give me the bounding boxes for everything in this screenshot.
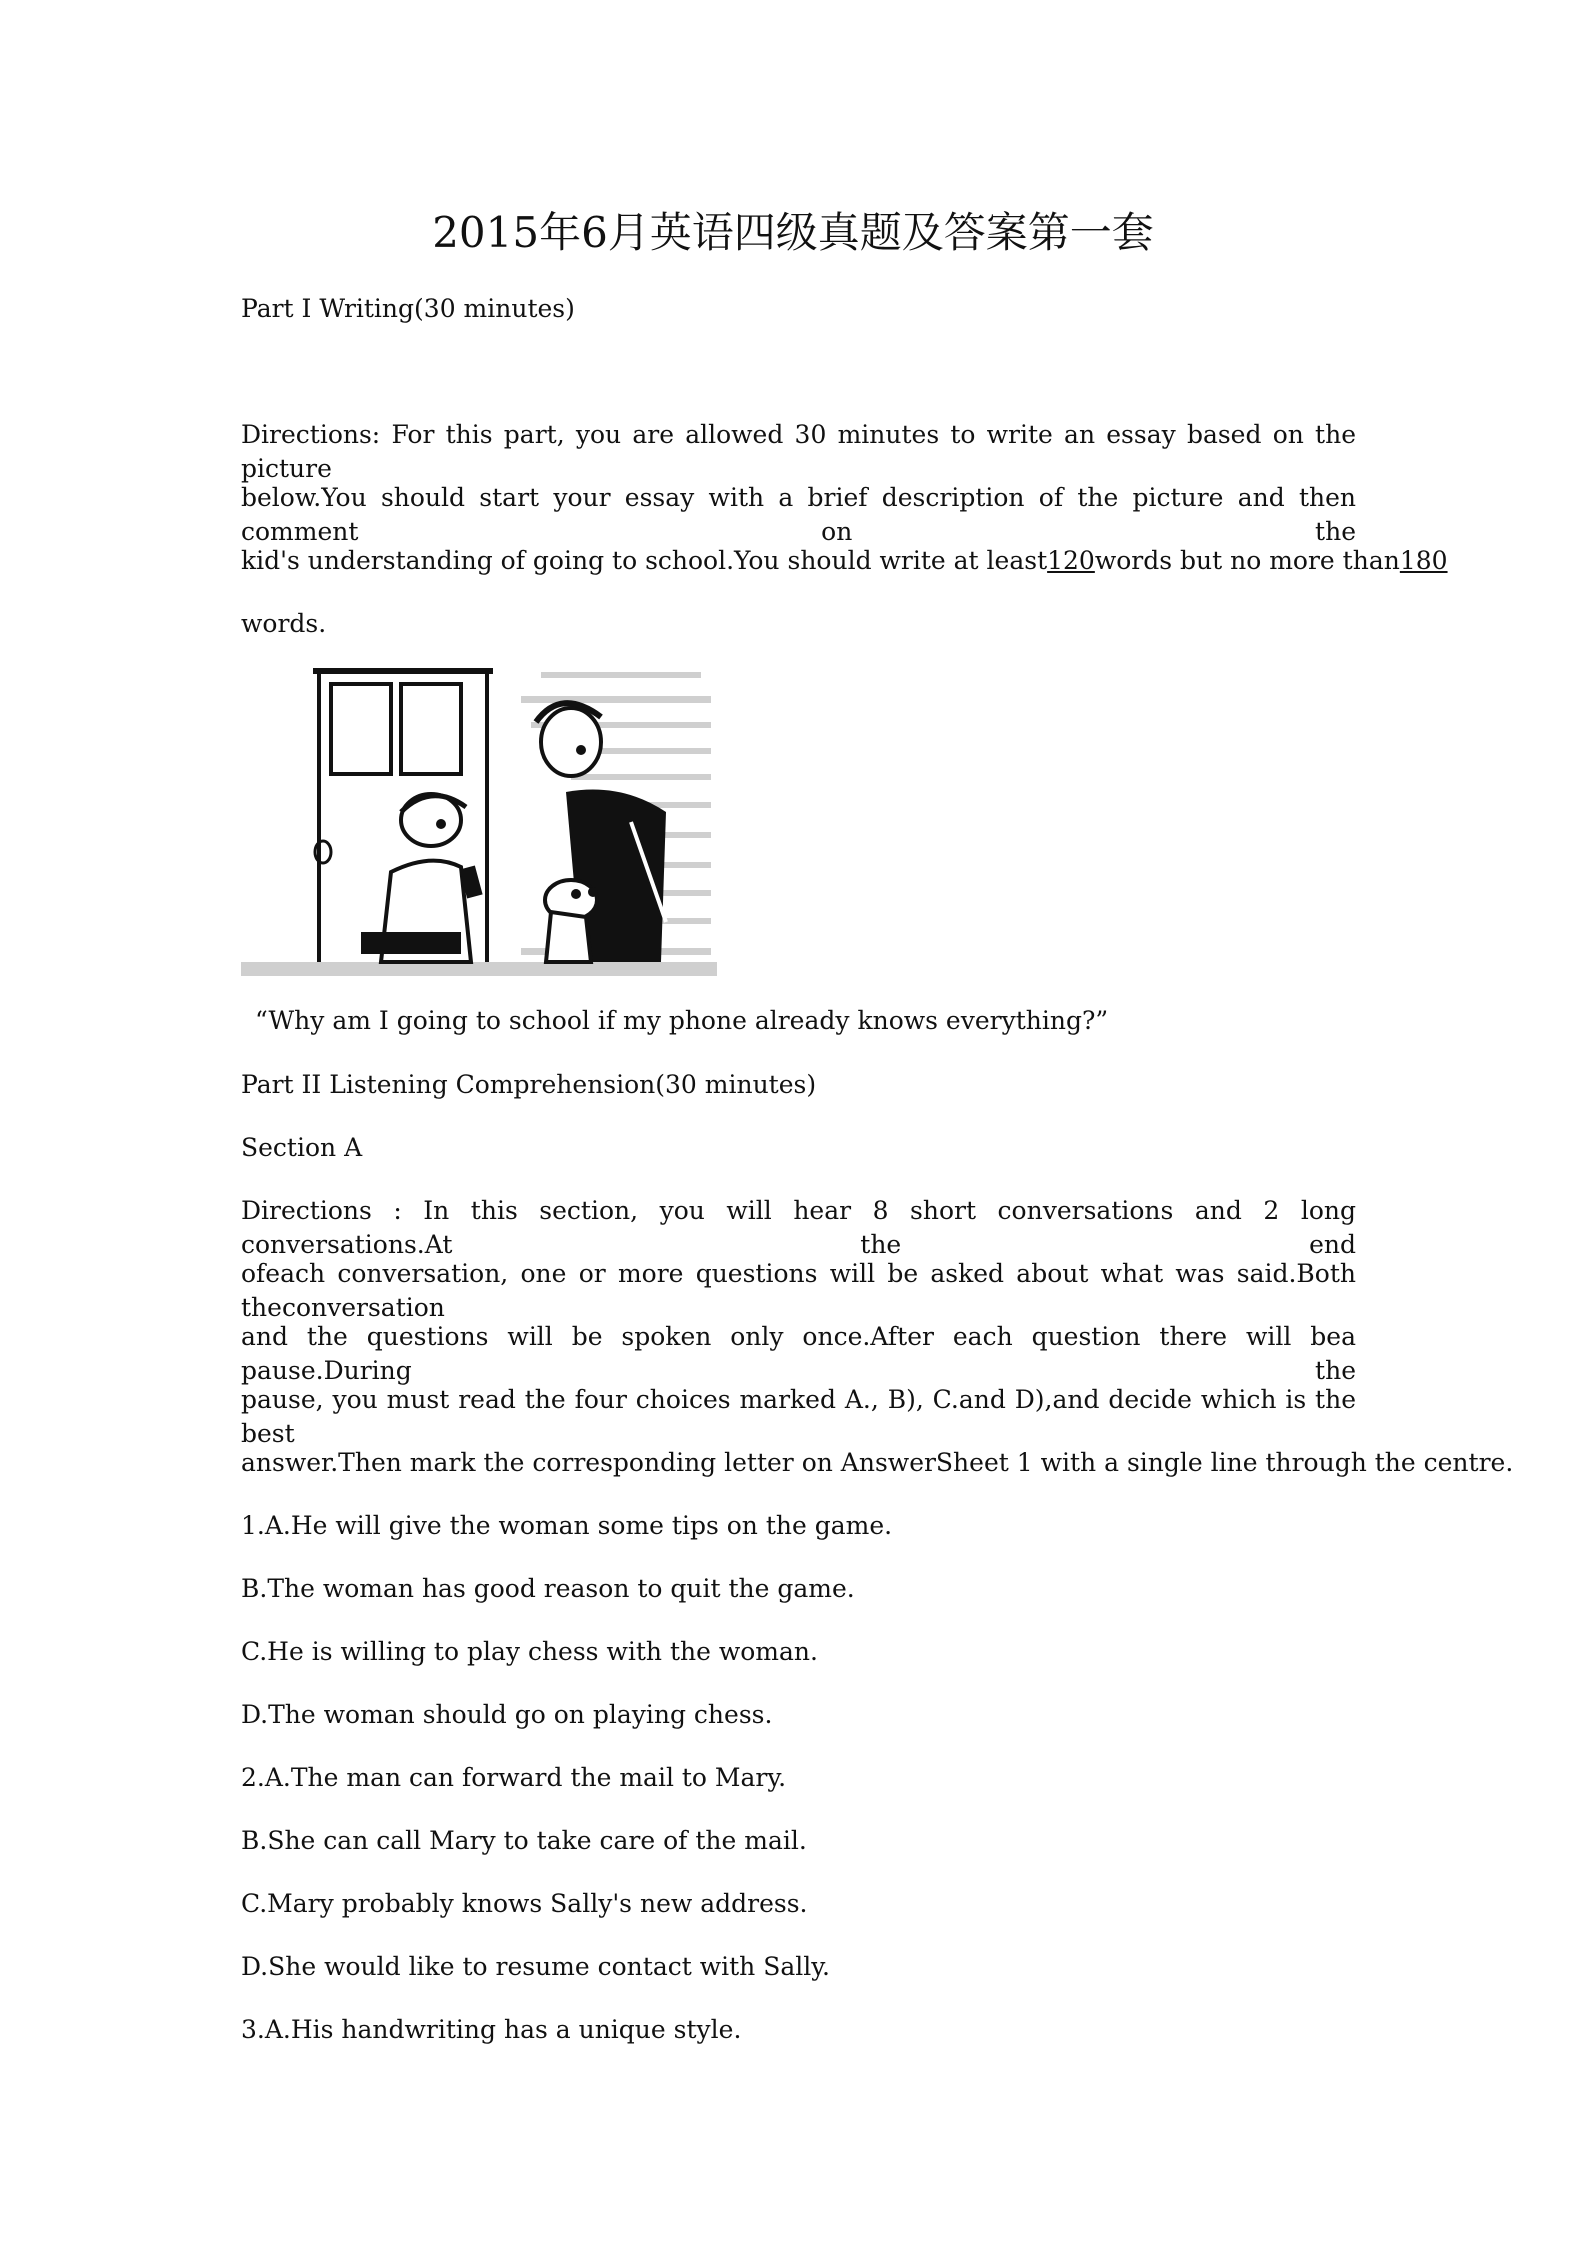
- directions1-line2: below.You should start your essay with a brief description of the picture and then comment on the: [241, 483, 1356, 546]
- min-words-number: 120: [1047, 546, 1095, 575]
- question-option: 2.A.The man can forward the mail to Mary.: [241, 1763, 787, 1792]
- part1-heading: Part I Writing(30 minutes): [241, 294, 575, 323]
- directions1-line1: Directions: For this part, you are allowed 30 minutes to write an essay based on the picture: [241, 420, 1356, 483]
- directions1-line3-text-a: kid's understanding of going to school.You should write at least: [241, 546, 1048, 575]
- directions1-line3: [241, 544, 1448, 578]
- question-option: D.She would like to resume contact with Sally.: [241, 1952, 830, 1981]
- directions2-line2: ofeach conversation, one or more questions will be asked about what was said.Both theconversation: [241, 1259, 1356, 1322]
- section-a-heading: Section A: [241, 1133, 363, 1162]
- directions2-line4: pause, you must read the four choices marked A., B), C.and D),and decide which is the best: [241, 1385, 1356, 1448]
- directions1-line4: words.: [241, 609, 327, 638]
- cartoon-caption: “Why am I going to school if my phone already knows everything?”: [255, 1006, 1109, 1035]
- question-option: 3.A.His handwriting has a unique style.: [241, 2015, 742, 2044]
- directions2-line5: answer.Then mark the corresponding letter on AnswerSheet 1 with a single line through the centre.: [241, 1448, 1514, 1477]
- page-title: 2015年6月英语四级真题及答案第一套: [432, 208, 1154, 257]
- directions2-line1: Directions : In this section, you will hear 8 short conversations and 2 long conversations.At the end: [241, 1196, 1356, 1259]
- part2-heading: Part II Listening Comprehension(30 minutes): [241, 1070, 817, 1099]
- question-option: C.He is willing to play chess with the woman.: [241, 1637, 818, 1666]
- question-option: C.Mary probably knows Sally's new address.: [241, 1889, 808, 1918]
- question-option: B.She can call Mary to take care of the mail.: [241, 1826, 807, 1855]
- question-option: B.The woman has good reason to quit the game.: [241, 1574, 855, 1603]
- directions2-line3: and the questions will be spoken only once.After each question there will bea pause.During the: [241, 1322, 1356, 1385]
- max-words-number: 180: [1399, 546, 1448, 575]
- question-option: D.The woman should go on playing chess.: [241, 1700, 773, 1729]
- question-option: 1.A.He will give the woman some tips on the game.: [241, 1511, 893, 1540]
- directions1-line3-text-b: words but no more than: [1094, 546, 1400, 575]
- cartoon-illustration: [241, 662, 717, 980]
